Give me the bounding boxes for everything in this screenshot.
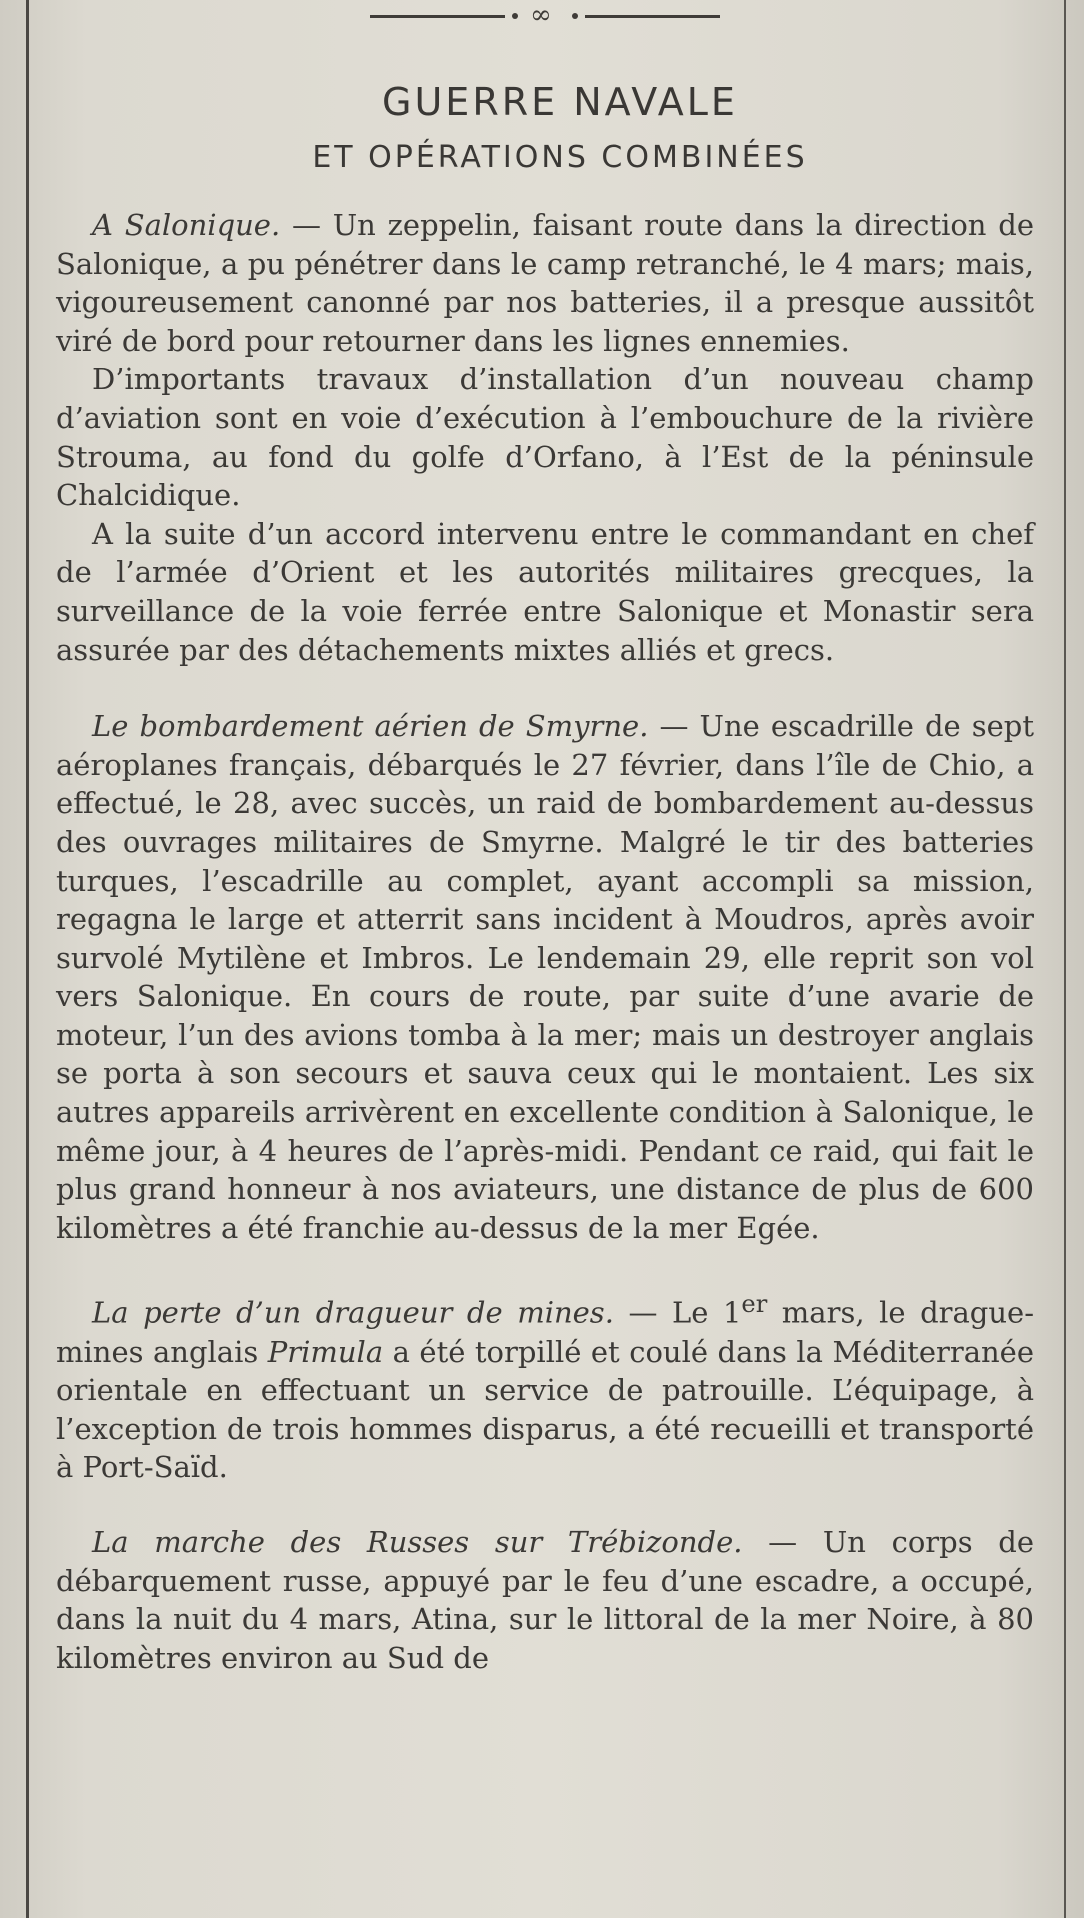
header-ornament — [370, 0, 720, 30]
paragraph-trebizonde — [56, 1523, 1034, 1677]
section-title: GUERRE NAVALE — [382, 80, 738, 124]
paragraph-dragueur — [56, 1285, 1034, 1487]
salonique-text-1: — Un zeppelin, faisant route dans la direction de Salonique, a pu pénétrer dans le camp retranché, le 4 mars; mais, vigoureusement canonné par nos batteries, il a presque aussitôt viré de bord pour retourner dans les lignes ennemies. — [56, 208, 1034, 358]
ornament-line-right — [585, 15, 720, 18]
article-body — [56, 206, 1034, 1677]
dragueur-text-c: a été torpillé et coulé dans la Méditerranée orientale en effectuant un service de patrouille. L’équipage, à l’exception de trois hommes disparus, a été recueilli et transporté à Port-Saïd. — [56, 1334, 1034, 1485]
dragueur-text-a: — Le 1 — [613, 1296, 742, 1331]
smyrne-lead: Le bombardement aérien de Smyrne. — [92, 709, 649, 744]
ornament-dot-right — [572, 13, 578, 19]
paragraph-smyrne — [56, 707, 1034, 1247]
dragueur-sup: er — [741, 1290, 768, 1319]
ornament-line-left — [370, 15, 505, 18]
paragraph-salonique-3: A la suite d’un accord intervenu entre le commandant en chef de l’armée d’Orient et les autorités militaires grecques, la surveillance de la voie ferrée entre Salonique et Monastir sera assurée par des détachements mixtes alliés et grecs. — [56, 516, 1034, 667]
paragraph-salonique-2: D’importants travaux d’installation d’un nouveau champ d’aviation sont en voie d’exécution à l’embouchure de la rivière Strouma, au fond du golfe d’Orfano, à l’Est de la péninsule Chalcidique. — [56, 362, 1034, 513]
dragueur-text-b: mars, le drague-mines anglais — [56, 1296, 1035, 1369]
paragraph-salonique-1 — [56, 206, 1034, 360]
ship-name: Primula — [267, 1334, 384, 1369]
trebizonde-text: — Un corps de débarquement russe, appuyé par le feu d’une escadre, a occupé, dans la nuit du 4 mars, Atina, sur le littoral de la mer Noire, à 80 kilomètres environ au Sud de — [56, 1525, 1034, 1675]
ornament-knot-icon: ∞ — [530, 0, 552, 30]
section-subtitle: ET OPÉRATIONS COMBINÉES — [312, 140, 808, 175]
smyrne-text: — Une escadrille de sept aéroplanes français, débarqués le 27 février, dans l’île de Chio, a effectué, le 28, avec succès, un raid de bombardement au-dessus des ouvrages militaires de Smyrne. Malgré le tir des batteries turques, l’escadrille au complet, ayant accompli sa mission, regagna le large et atterrit sans incident à Moudros, après avoir survolé Mytilène et Imbros. Le lendemain 29, elle reprit son vol vers Salonique. En cours de route, par suite d’une avarie de moteur, l’un des avions tomba à la mer; mais un destroyer anglais se porta à son secours et sauva ceux qui le montaient. Les six autres appareils arrivèrent en excellente condition à Salonique, le même jour, à 4 heures de l’après-midi. Pendant ce raid, qui fait le plus grand honneur à nos aviateurs, une distance de plus de 600 kilomètres a été franchie au-dessus de la mer Egée. — [56, 709, 1034, 1245]
right-column-rule — [1064, 0, 1066, 1918]
dragueur-lead: La perte d’un dragueur de mines. — [92, 1296, 614, 1331]
left-column-rule — [26, 0, 29, 1918]
ornament-dot-left — [512, 13, 518, 19]
trebizonde-lead: La marche des Russes sur Trébizonde. — [92, 1525, 743, 1560]
salonique-lead: A Salonique. — [92, 208, 281, 242]
